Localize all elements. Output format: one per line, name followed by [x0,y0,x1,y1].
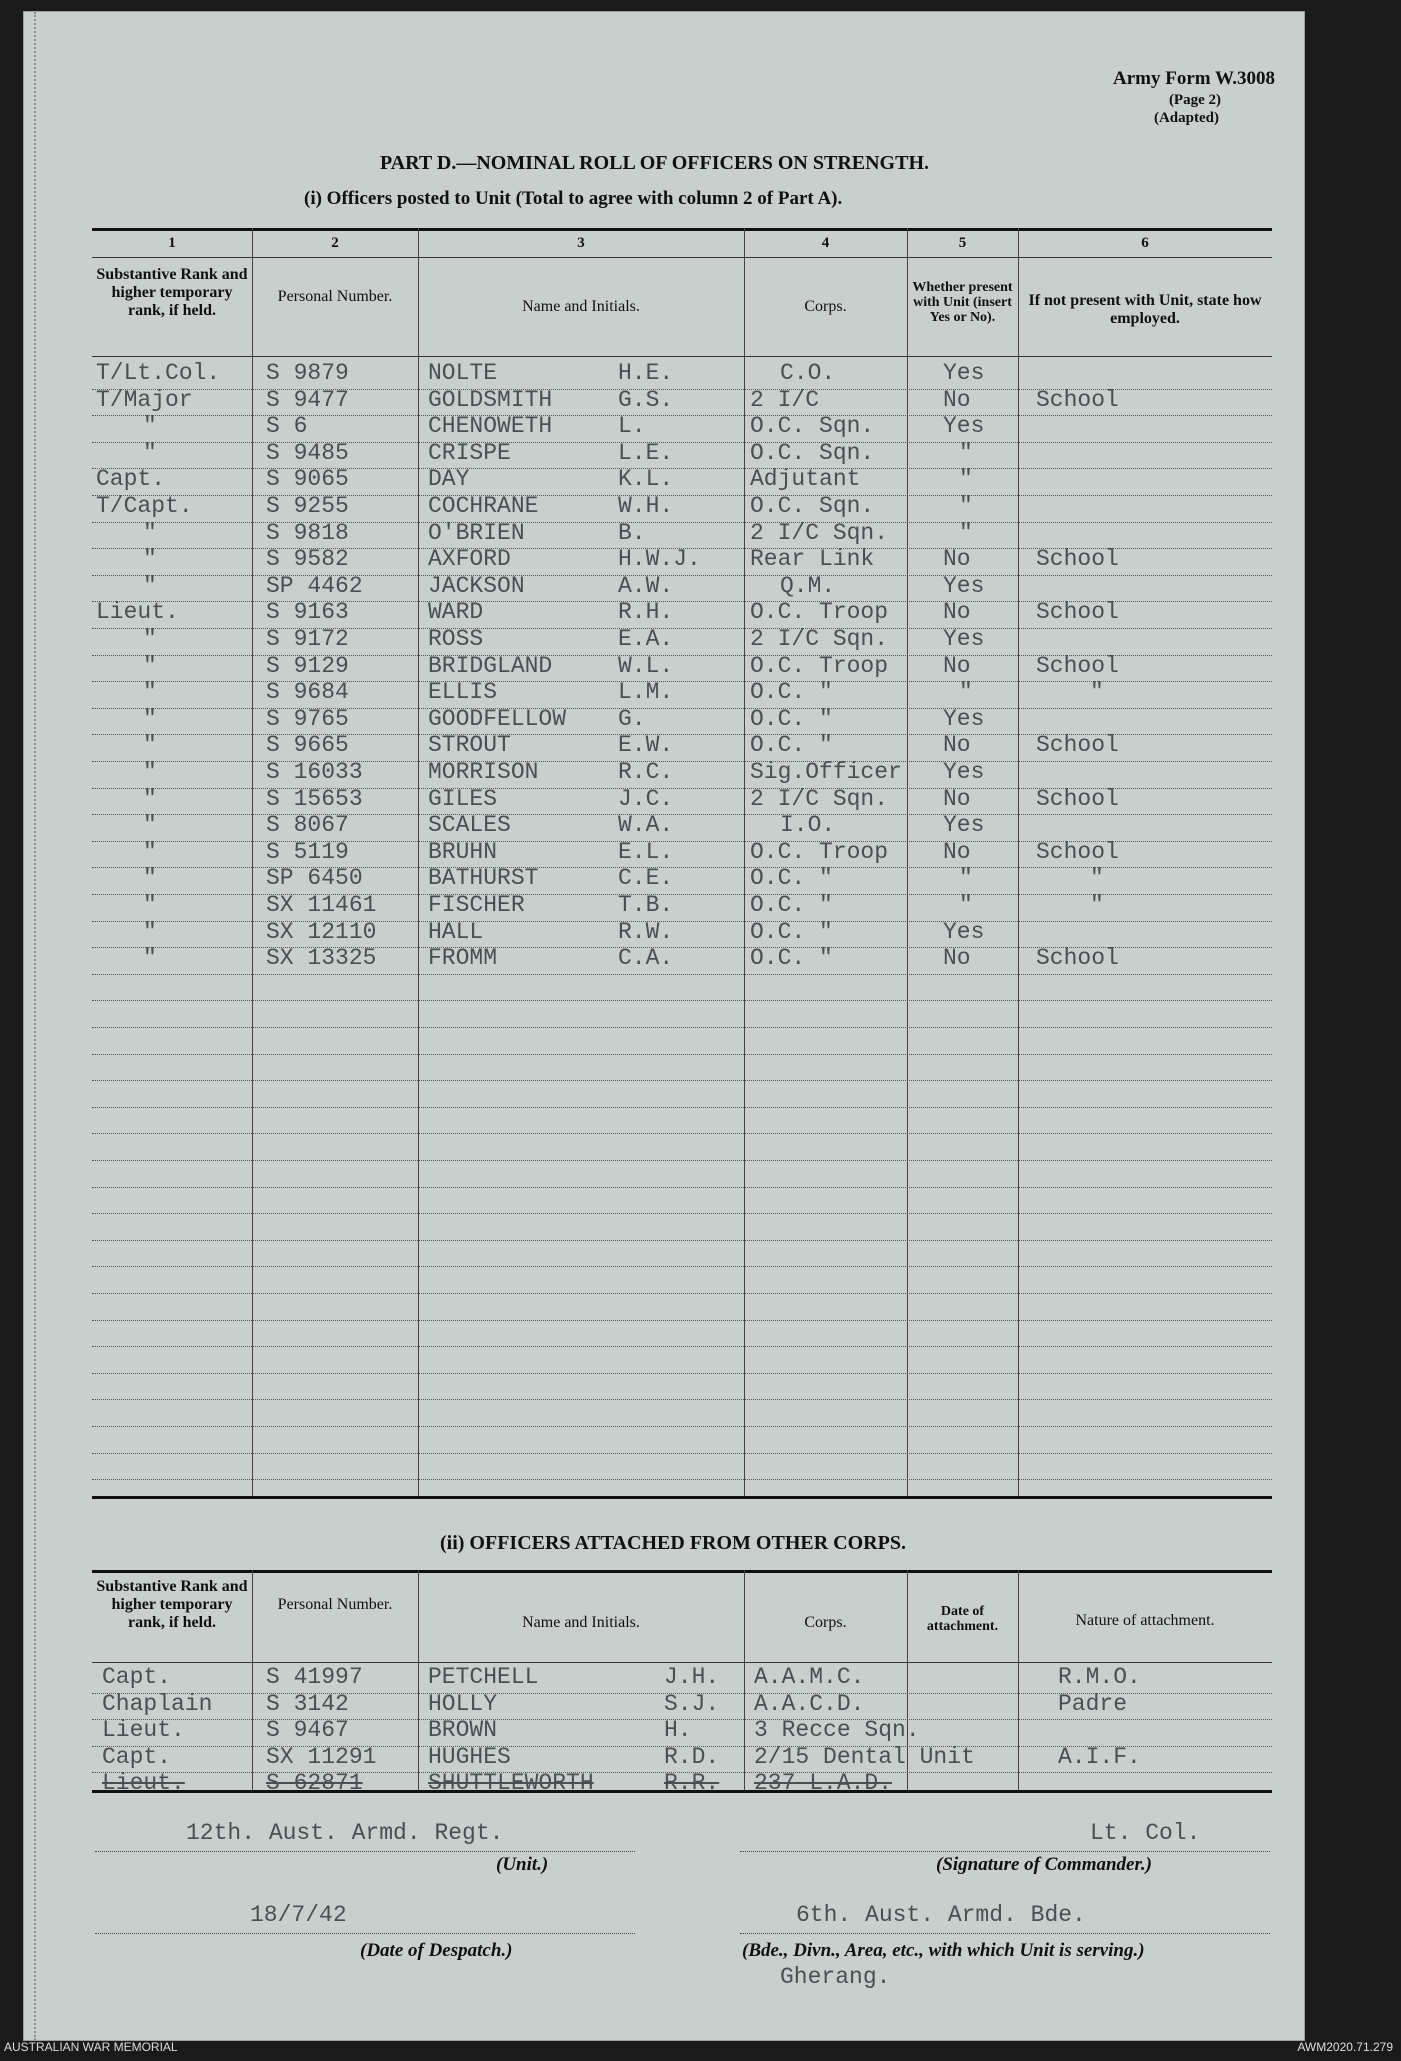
table1-cell-employed: School [1036,386,1119,413]
table1-cell-present: " [959,865,973,892]
table1-cell-init: L.E. [618,439,674,466]
table1-cell-init: E.W. [618,732,674,759]
table1-cell-corps: O.C. " [750,918,833,945]
table1-row-rule [92,1453,1272,1454]
table1-cell-rank: " [143,679,157,706]
table1-cell-corps: Adjutant [750,466,861,493]
table1-row-rule [92,1054,1272,1055]
column-header: Name and Initials. [522,1614,640,1631]
column-header: Date of attachment. [926,1604,999,1634]
table1-cell-name: BATHURST [428,865,539,892]
table1-cell-present: No [943,838,971,865]
table2-cell-name: SHUTTLEWORTH [428,1770,594,1797]
table1-cell-init: C.E. [618,865,674,892]
table2-cell-corps: 3 Recce Sqn. [754,1717,920,1744]
table1-cell-init: G.S. [618,386,674,413]
table2-cell-corps: A.A.C.D. [754,1690,865,1717]
table1-cell-num: S 16033 [266,759,363,785]
table1-cell-present: No [943,599,971,626]
table1-cell-present: No [943,546,971,573]
table1-cell-rank: " [143,892,157,918]
table1-row-rule [92,1426,1272,1427]
table2-cell-rank: Capt. [102,1743,172,1770]
table1-cell-num: S 9684 [266,679,349,706]
table1-cell-present: Yes [943,918,985,945]
bde-extra: Gherang. [780,1964,891,1990]
table1-cell-num: S 9163 [266,599,349,626]
table1-cell-init: H.W.J. [618,546,701,573]
table2-col-divider [252,1570,253,1790]
bde-value: 6th. Aust. Armd. Bde. [796,1902,1086,1928]
column-header: Nature of attachment. [1075,1612,1215,1629]
table1-cell-rank: " [143,759,157,785]
table1-cell-name: WARD [428,599,484,626]
table1-cell-init: T.B. [618,892,674,918]
table1-cell-num: S 9879 [266,360,349,386]
table1-cell-num: S 9065 [266,466,349,493]
table1-cell-corps: Sig.Officer [750,759,902,785]
table1-cell-present: Yes [943,413,985,440]
table2-cell-rank: Capt. [102,1664,172,1690]
table1-cell-corps: O.C. " [750,732,833,759]
table2-cell-nature: R.M.O. [1058,1664,1141,1690]
table1-cell-name: O'BRIEN [428,519,525,546]
table2-cell-init: R.D. [664,1743,720,1770]
table1-cell-init: L.M. [618,679,674,706]
table1-cell-name: NOLTE [428,360,498,386]
column-header: Substantive Rank and higher temporary rank, if held. [96,266,248,319]
section-ii-title: (ii) OFFICERS ATTACHED FROM OTHER CORPS. [440,1532,906,1554]
table1-cell-init: A.W. [618,572,674,599]
table1-cell-employed: " [1090,892,1104,918]
table2-col-divider [418,1570,419,1790]
table2-cell-init: H. [664,1717,692,1744]
column-number: 6 [1141,235,1149,251]
table1-cell-num: S 9765 [266,705,349,732]
table1-cell-num: S 9477 [266,386,349,413]
table1-cell-employed: School [1036,546,1119,573]
table1-row-rule [92,1293,1272,1294]
perforation-edge [24,12,36,2040]
table2-cell-init: R.R. [664,1770,720,1797]
despatch-line [95,1933,635,1934]
table2-col-divider [1018,1570,1019,1790]
table1-cell-employed: School [1036,785,1119,812]
form-adapted: (Adapted) [1153,110,1219,126]
table1-cell-name: JACKSON [428,572,525,599]
table2-cell-name: BROWN [428,1717,498,1744]
table1-cell-corps: Q.M. [780,572,836,599]
table1-cell-corps: I.O. [780,812,836,839]
table2-cell-corps: A.A.M.C. [754,1664,865,1690]
table2-col-divider [744,1570,745,1790]
table1-cell-name: CRISPE [428,439,511,466]
signature-line [740,1851,1270,1852]
column-header: If not present with Unit, state how employed. [1028,292,1262,327]
table1-cell-num: S 9818 [266,519,349,546]
table1-cell-name: DAY [428,466,470,493]
table1-cell-num: SX 11461 [266,892,377,918]
table1-col-divider [252,228,253,1496]
table1-cell-rank: " [143,838,157,865]
table1-cell-rank: " [143,812,157,839]
table1-row-rule [92,974,1272,975]
table2-cell-num: SX 11291 [266,1743,377,1770]
table1-cell-corps: 2 I/C Sqn. [750,626,889,652]
table1-cell-init: R.W. [618,918,674,945]
table1-cell-init: R.H. [618,599,674,626]
table1-cell-present: No [943,785,971,812]
table1-cell-employed: " [1090,865,1104,892]
table1-cell-rank: " [143,785,157,812]
table1-col-divider [907,228,908,1496]
table2-cell-corps: 2/15 Dental Unit [754,1743,975,1770]
table1-cell-init: B. [618,519,646,546]
table1-cell-rank: " [143,705,157,732]
table1-cell-rank: " [143,413,157,440]
table2-cell-corps: 237 L.A.D. [754,1770,893,1797]
table1-col-divider [418,228,419,1496]
table1-cell-num: S 15653 [266,785,363,812]
table1-cell-init: G. [618,705,646,732]
table1-row-rule [92,1000,1272,1001]
table1-cell-rank: " [143,918,157,945]
table1-cell-name: CHENOWETH [428,413,553,440]
table2-cell-nature: A.I.F. [1058,1743,1141,1770]
table1-cell-rank: " [143,439,157,466]
table1-cell-num: S 8067 [266,812,349,839]
table1-bottom-rule [92,1496,1272,1499]
table1-row-rule [92,1133,1272,1134]
table1-cell-present: No [943,652,971,679]
section-i-title: (i) Officers posted to Unit (Total to agree with column 2 of Part A). [304,188,843,209]
table1-cell-name: ELLIS [428,679,498,706]
table1-cell-num: SX 12110 [266,918,377,945]
table1-cell-num: S 9665 [266,732,349,759]
table1-header-rule [92,356,1272,357]
unit-value: 12th. Aust. Armd. Regt. [186,1820,504,1846]
table1-cell-num: S 9582 [266,546,349,573]
table1-cell-corps: O.C. " [750,705,833,732]
table1-cell-employed: School [1036,599,1119,626]
table1-cell-rank: " [143,626,157,652]
table1-cell-init: W.H. [618,493,674,519]
table1-cell-rank: T/Capt. [96,493,193,519]
table1-cell-corps: O.C. " [750,865,833,892]
table2-cell-init: J.H. [664,1664,720,1690]
table1-cell-num: S 6 [266,413,308,440]
table1-cell-present: " [959,466,973,493]
column-number: 5 [958,235,967,251]
table1-row-rule [92,1160,1272,1161]
table1-cell-num: S 5119 [266,838,349,865]
table2-cell-num: S 3142 [266,1690,349,1717]
table1-row-rule [92,1027,1272,1028]
table1-cell-name: FISCHER [428,892,525,918]
table1-cell-num: S 9485 [266,439,349,466]
table1-cell-corps: 2 I/C Sqn. [750,785,889,812]
table2-cell-init: S.J. [664,1690,720,1717]
table1-cell-rank: " [143,572,157,599]
table1-cell-corps: O.C. " [750,679,833,706]
table1-row-rule [92,1373,1272,1374]
table1-cell-corps: O.C. " [750,892,833,918]
table1-row-rule [92,1479,1272,1480]
table1-cell-name: SCALES [428,812,511,839]
table1-row-rule [92,1187,1272,1188]
table1-cell-corps: O.C. Troop [750,599,889,626]
table1-cell-present: " [959,892,973,918]
table1-cell-employed: School [1036,652,1119,679]
table1-cell-num: SP 6450 [266,865,363,892]
table1-cell-name: ROSS [428,626,484,652]
table1-row-rule [92,1080,1272,1081]
table1-top-rule [92,228,1272,231]
table1-cell-num: SP 4462 [266,572,363,599]
table1-cell-name: BRIDGLAND [428,652,553,679]
column-header: Substantive Rank and higher temporary rank, if held. [96,1578,248,1631]
table1-cell-init: W.L. [618,652,674,679]
table1-cell-name: COCHRANE [428,493,539,519]
table2-cell-num: S 62871 [266,1770,363,1797]
table1-cell-num: S 9255 [266,493,349,519]
table1-cell-corps: C.O. [780,360,836,386]
table1-cell-employed: " [1090,679,1104,706]
form-name: Army Form W.3008 [1112,68,1275,89]
table1-cell-present: No [943,732,971,759]
table1-cell-present: Yes [943,360,985,386]
table2-cell-name: HUGHES [428,1743,511,1770]
table1-cell-present: No [943,945,971,972]
table1-cell-present: " [959,493,973,519]
footer-id: AWM2020.71.279 [1297,2040,1393,2054]
column-number: 3 [577,235,585,251]
table1-cell-init: R.C. [618,759,674,785]
table1-cell-init: H.E. [618,360,674,386]
table1-cell-present: No [943,386,971,413]
table1-cell-present: Yes [943,572,985,599]
table1-cell-corps: O.C. Sqn. [750,439,875,466]
table1-cell-corps: O.C. Sqn. [750,413,875,440]
column-header: Personal Number. [277,288,393,305]
table1-cell-name: STROUT [428,732,511,759]
table1-cell-present: Yes [943,626,985,652]
table1-cell-name: HALL [428,918,484,945]
bde-label: (Bde., Divn., Area, etc., with which Unit is serving.) [742,1940,1145,1961]
table1-cell-corps: O.C. Troop [750,652,889,679]
table1-col-divider [744,228,745,1496]
table2-header-rule [92,1662,1272,1663]
table1-cell-corps: O.C. Sqn. [750,493,875,519]
table1-cell-rank: Capt. [96,466,166,493]
despatch-value: 18/7/42 [250,1902,347,1928]
table1-cell-present: Yes [943,705,985,732]
unit-line [95,1851,635,1852]
table2-cell-nature: Padre [1058,1690,1128,1717]
table1-cell-init: C.A. [618,945,674,972]
table1-row-rule [92,1399,1272,1400]
table1-cell-corps: 2 I/C Sqn. [750,519,889,546]
table1-cell-num: SX 13325 [266,945,377,972]
table1-cell-init: E.L. [618,838,674,865]
table1-cell-employed: School [1036,732,1119,759]
table1-row-rule [92,1266,1272,1267]
table1-cell-rank: T/Lt.Col. [96,360,221,386]
table1-cell-rank: " [143,732,157,759]
table1-number-rule [92,257,1272,258]
table2-cell-num: S 9467 [266,1717,349,1744]
table1-cell-present: " [959,519,973,546]
column-header: Personal Number. [277,1596,393,1613]
table1-cell-corps: O.C. " [750,945,833,972]
table1-cell-num: S 9129 [266,652,349,679]
table1-cell-corps: 2 I/C [750,386,820,413]
table1-cell-present: " [959,679,973,706]
table1-cell-corps: Rear Link [750,546,875,573]
table1-cell-rank: T/Major [96,386,193,413]
table2-cell-name: HOLLY [428,1690,498,1717]
table1-row-rule [92,1346,1272,1347]
table1-cell-corps: O.C. Troop [750,838,889,865]
table2-cell-rank: Chaplain [102,1690,213,1717]
table1-row-rule [92,1213,1272,1214]
table1-row-rule [92,1107,1272,1108]
table1-cell-rank: " [143,945,157,972]
column-header: Corps. [804,298,847,315]
signature-label: (Signature of Commander.) [936,1854,1152,1875]
table1-cell-name: MORRISON [428,759,539,785]
table2-cell-name: PETCHELL [428,1664,539,1690]
footer-credit: AUSTRALIAN WAR MEMORIAL [4,2040,178,2054]
table1-cell-present: " [959,439,973,466]
table1-cell-present: Yes [943,812,985,839]
table2-cell-num: S 41997 [266,1664,363,1690]
table1-row-rule [92,1320,1272,1321]
table1-cell-init: L. [618,413,646,440]
table1-cell-name: GILES [428,785,498,812]
table1-cell-present: Yes [943,759,985,785]
table1-cell-name: BRUHN [428,838,498,865]
table1-cell-rank: " [143,546,157,573]
form-page: (Page 2) [1168,92,1221,108]
table1-cell-num: S 9172 [266,626,349,652]
table1-cell-rank: " [143,865,157,892]
bde-line [740,1933,1270,1934]
column-number: 1 [168,235,176,251]
table1-cell-init: K.L. [618,466,674,493]
column-number: 4 [821,235,830,251]
column-header: Name and Initials. [522,298,640,315]
table1-cell-rank: " [143,519,157,546]
table1-cell-name: FROMM [428,945,498,972]
table1-cell-employed: School [1036,945,1119,972]
table1-cell-init: W.A. [618,812,674,839]
table2-cell-rank: Lieut. [102,1717,185,1744]
column-number: 2 [331,235,339,251]
despatch-label: (Date of Despatch.) [360,1940,513,1961]
table1-cell-name: AXFORD [428,546,511,573]
column-header: Whether present with Unit (insert Yes or No). [912,280,1013,325]
table1-col-divider [1018,228,1019,1496]
table1-cell-rank: Lieut. [96,599,179,626]
table1-cell-employed: School [1036,838,1119,865]
table1-cell-name: GOLDSMITH [428,386,553,413]
table1-cell-rank: " [143,652,157,679]
table1-cell-init: E.A. [618,626,674,652]
column-header: Corps. [804,1614,847,1631]
table1-cell-name: GOODFELLOW [428,705,567,732]
page-title: PART D.—NOMINAL ROLL OF OFFICERS ON STRENGTH. [380,152,929,174]
table2-top-rule [92,1570,1272,1573]
signature-value: Lt. Col. [1090,1820,1201,1846]
unit-label: (Unit.) [496,1854,549,1875]
table1-cell-init: J.C. [618,785,674,812]
table2-cell-rank: Lieut. [102,1770,185,1797]
table1-row-rule [92,1240,1272,1241]
